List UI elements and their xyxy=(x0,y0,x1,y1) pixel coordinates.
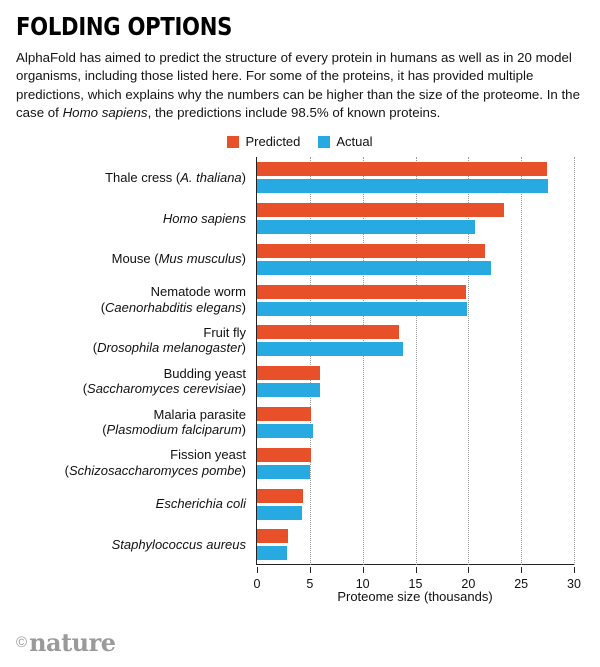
category-label xyxy=(18,284,246,315)
category-label-line: (Saccharomyces cerevisiae) xyxy=(82,381,246,397)
category-label-line: Malaria parasite xyxy=(153,406,246,422)
grid-line xyxy=(521,157,523,565)
x-tick xyxy=(416,567,417,573)
bar-predicted xyxy=(257,448,311,462)
x-tick xyxy=(310,567,311,573)
category-label-line: Fruit fly xyxy=(203,324,246,340)
bar-actual xyxy=(257,302,467,316)
bar-actual xyxy=(257,342,403,356)
standfirst-run: , the predictions include 98.5% of known proteins. xyxy=(147,105,441,121)
x-tick-label: 5 xyxy=(306,577,314,592)
bar-predicted xyxy=(257,489,303,503)
legend-swatch-icon xyxy=(227,136,239,148)
category-label xyxy=(18,366,246,397)
category-label xyxy=(18,325,246,356)
standfirst-text xyxy=(16,49,582,122)
x-axis-title: Proteome size (thousands) xyxy=(337,589,493,605)
nature-logo: nature xyxy=(29,628,116,657)
x-tick xyxy=(257,567,258,573)
x-tick xyxy=(574,567,575,573)
category-label-line: Fission yeast xyxy=(170,447,246,463)
bar-actual xyxy=(257,465,310,479)
x-tick xyxy=(363,567,364,573)
bar-predicted xyxy=(257,325,399,339)
category-label xyxy=(18,496,246,511)
category-label-line: Homo sapiens xyxy=(162,210,246,226)
page-title: FOLDING OPTIONS xyxy=(16,12,233,41)
bar-predicted xyxy=(257,162,547,176)
category-label xyxy=(18,447,246,478)
copyright-icon: © xyxy=(16,634,28,651)
category-label-line: Nematode worm xyxy=(150,284,246,300)
plot-area xyxy=(253,157,581,592)
grid-line xyxy=(416,157,418,565)
bar-actual xyxy=(257,506,302,520)
grid-line xyxy=(363,157,365,565)
legend-label: Actual xyxy=(336,134,373,150)
category-label-line: (Drosophila melanogaster) xyxy=(92,340,246,356)
x-tick-label: 0 xyxy=(253,577,261,592)
standfirst-run: AlphaFold has aimed to predict the structure of every protein in humans as well as in 20 model organisms, including those listed here. For some of the proteins, it has provided multiple predictions, which explains why the numbers can be higher than the size of the proteome. In the case of xyxy=(16,50,580,121)
bar-predicted xyxy=(257,407,311,421)
bar-predicted xyxy=(257,244,485,258)
bar-actual xyxy=(257,424,313,438)
bar-actual xyxy=(257,261,491,275)
bar-actual xyxy=(257,546,287,560)
x-tick xyxy=(521,567,522,573)
x-tick-label: 25 xyxy=(514,577,529,592)
grid-line xyxy=(574,157,576,565)
standfirst-run: Homo sapiens xyxy=(62,105,148,121)
x-tick-label: 20 xyxy=(461,577,476,592)
x-tick-label: 10 xyxy=(355,577,370,592)
bar-predicted xyxy=(257,285,466,299)
bar-predicted xyxy=(257,529,288,543)
chart-legend xyxy=(16,134,584,149)
category-label-line: (Plasmodium falciparum) xyxy=(102,421,246,437)
category-label-line: Budding yeast xyxy=(163,365,246,381)
category-label xyxy=(18,251,246,266)
legend-item[interactable] xyxy=(227,134,300,149)
grid-line xyxy=(310,157,312,565)
legend-label: Predicted xyxy=(245,134,301,150)
bar-predicted xyxy=(257,203,504,217)
category-label xyxy=(18,407,246,438)
bar-predicted xyxy=(257,366,320,380)
bar-actual xyxy=(257,179,548,193)
category-label xyxy=(18,537,246,552)
footer-branding xyxy=(16,628,116,657)
x-tick xyxy=(468,567,469,573)
grid-line xyxy=(468,157,470,565)
category-label-line: Escherichia coli xyxy=(155,496,246,512)
legend-swatch-icon xyxy=(318,136,330,148)
category-label-line: Staphylococcus aureus xyxy=(111,536,246,552)
legend-item[interactable] xyxy=(318,134,372,149)
category-label xyxy=(18,170,246,185)
category-label xyxy=(18,211,246,226)
x-tick-label: 15 xyxy=(408,577,423,592)
category-label-line: (Caenorhabditis elegans) xyxy=(100,299,246,315)
x-tick-label: 30 xyxy=(567,577,581,592)
bar-actual xyxy=(257,383,320,397)
bar-actual xyxy=(257,220,475,234)
bar-chart xyxy=(16,157,584,605)
category-label-line: Thale cress (A. thaliana) xyxy=(105,169,246,185)
category-label-line: Mouse (Mus musculus) xyxy=(111,251,246,267)
category-labels xyxy=(16,157,254,565)
category-label-line: (Schizosaccharomyces pombe) xyxy=(64,462,246,478)
